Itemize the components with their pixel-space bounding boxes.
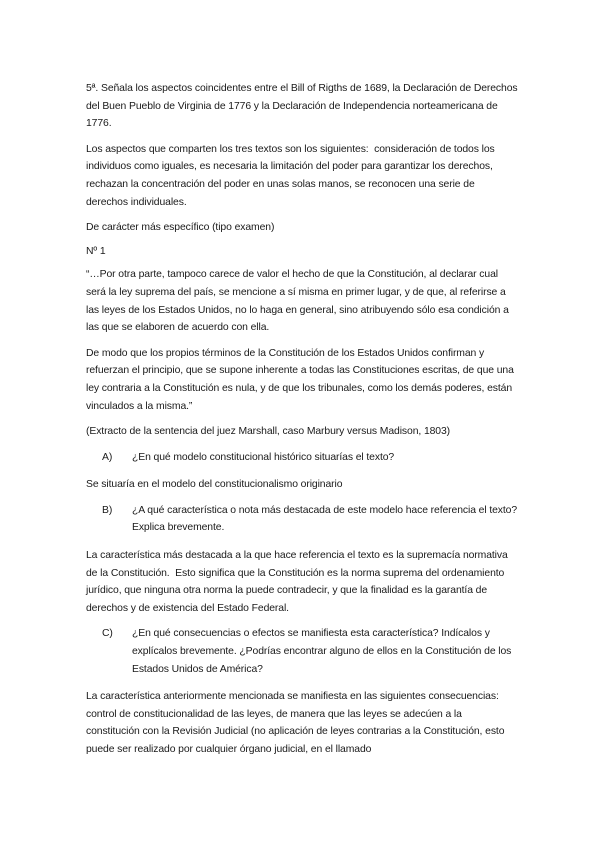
question-a-marker: A): [102, 451, 113, 463]
answer-b: La característica más destacada a la que hace referencia el texto es la supremacía normativa de la Constitución. Esto significa que la Constitución es la norma suprema del ordenamiento jurídico, que ninguna otra norma la puede contradecir, y que la finalidad es la garantía de derechos y de existencia del Estado Federal.: [86, 550, 511, 614]
question-a-text: ¿En qué modelo constitucional histórico situarías el texto?: [132, 451, 395, 463]
quote-source: (Extracto de la sentencia del juez Marshall, caso Marbury versus Madison, 1803): [86, 426, 451, 438]
document-body: [86, 80, 521, 767]
question-heading: 5ª. Señala los aspectos coincidentes entre el Bill of Rigths de 1689, la Declaración de Derechos del Buen Pueblo de Virginia de 1776 y la Declaración de Independencia norteamericana de 1776.: [86, 83, 521, 130]
question-b-text: ¿A qué característica o nota más destacada de este modelo hace referencia el texto? Explica brevemente.: [132, 504, 518, 534]
question-a: [86, 449, 518, 467]
question-b-marker: B): [102, 504, 113, 516]
quote-paragraph-2: De modo que los propios términos de la Constitución de los Estados Unidos confirman y refuerzan el principio, que se supone inherente a todas las Constituciones escritas, de que una ley contraria a la Constitución es nula, y de que los tribunales, como los demás poderes, están vinculados a la misma.”: [86, 347, 517, 412]
quote-paragraph-1: “…Por otra parte, tampoco carece de valor el hecho de que la Constitución, al declarar cual será la ley suprema del país, se mencione a sí misma en primer lugar, y de que, al referirse a las leyes de los Estados Unidos, no lo haga en general, sino atribuyendo sólo esa condición a las que se elaboren de acuerdo con ella.: [86, 269, 512, 334]
number-label: Nº 1: [86, 245, 106, 257]
question-c-marker: C): [102, 628, 113, 640]
answer-paragraph: Los aspectos que comparten los tres textos son los siguientes: consideración de todos los individuos como iguales, es necesaria la limitación del poder para garantizar los derechos, rechazan la concentración del poder en unas solas manos, se reconocen una serie de derechos individuales.: [86, 143, 498, 208]
answer-c: La característica anteriormente mencionada se manifiesta en las siguientes consecuencias: control de constitucionalidad de las leyes, de manera que las leyes se adecúen a la constitución con la Revisión Judicial (no aplicación de leyes contrarias a la Constitución, esto puede ser realizado por cualquier órgano judicial, en el llamado: [86, 691, 508, 755]
question-b: [86, 502, 518, 537]
question-c-text: ¿En qué consecuencias o efectos se manifiesta esta característica? Indícalos y explícalos brevemente. ¿Podrías encontrar alguno de ellos en la Constitución de los Estados Unidos de América?: [132, 628, 512, 675]
answer-a: Se situaría en el modelo del constitucionalismo originario: [86, 479, 343, 491]
question-c: [86, 625, 518, 678]
section-label: De carácter más específico (tipo examen): [86, 222, 275, 234]
